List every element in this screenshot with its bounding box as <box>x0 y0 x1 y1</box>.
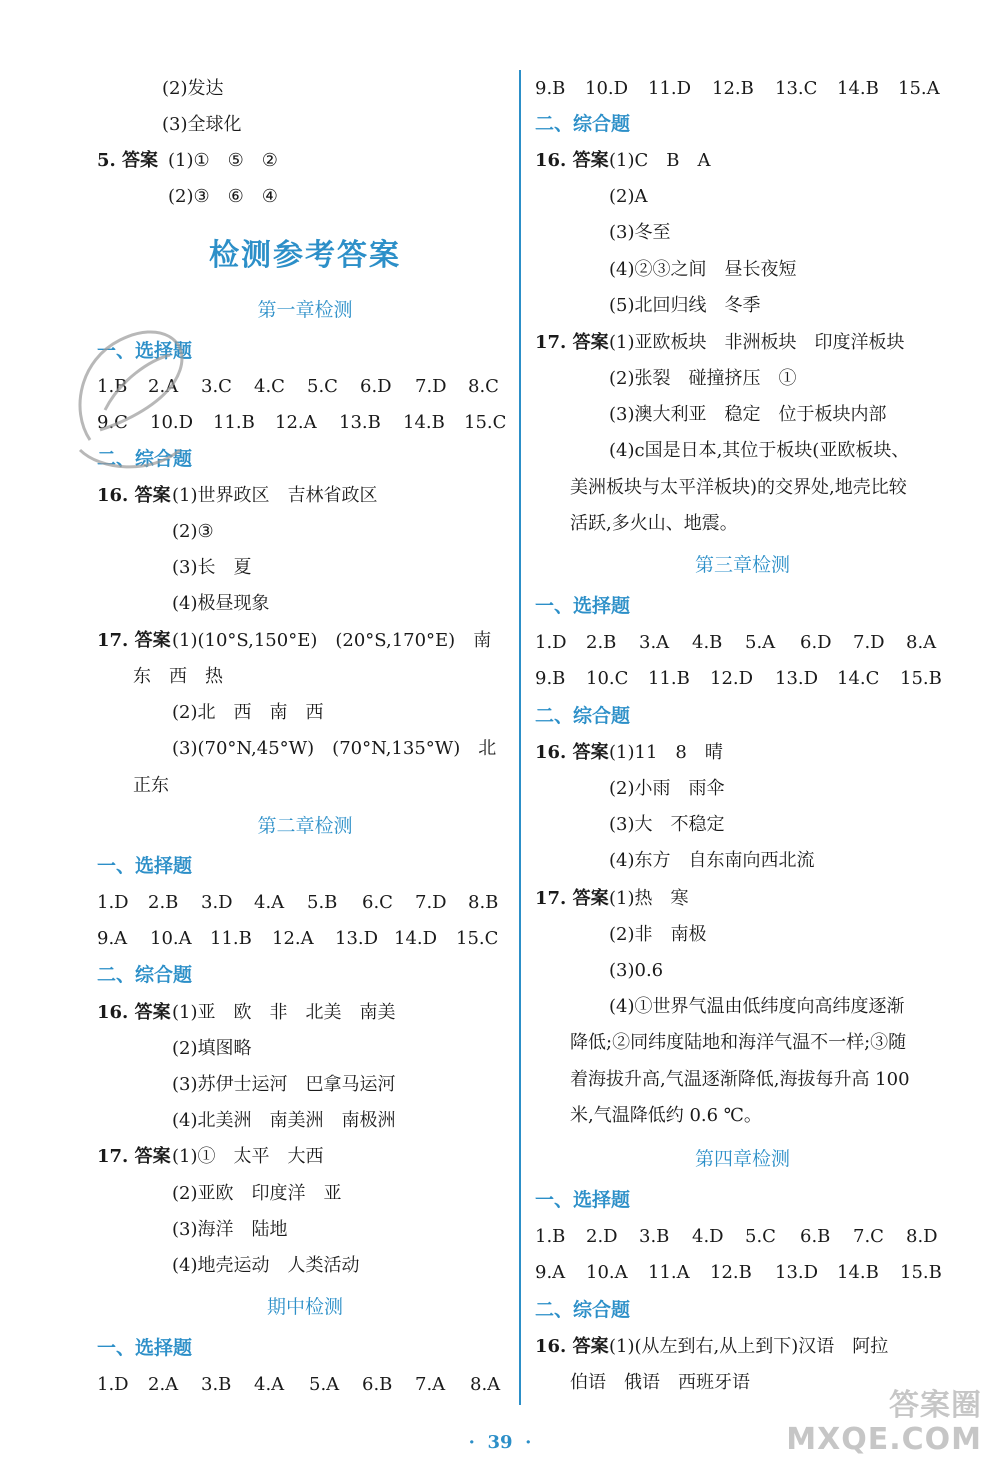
answer-item: 15.B <box>900 1262 942 1283</box>
answer-item: 10.D <box>585 78 629 99</box>
answer-line: (3)全球化 <box>162 114 242 135</box>
answer-line: 米,气温降低约 0.6 ℃。 <box>570 1105 762 1126</box>
page-title: 检测参考答案 <box>209 238 401 273</box>
answer-item: 10.D <box>150 412 194 433</box>
question-prefix: 16. 答案 <box>535 742 609 763</box>
answer-line: (4)①世界气温由低纬度向高纬度逐渐 <box>609 996 905 1017</box>
answer-item: 11.D <box>648 78 692 99</box>
answer-line: (1)世界政区 吉林省政区 <box>172 485 378 506</box>
answer-item: 1.B <box>535 1226 566 1247</box>
answer-line: (1)亚欧板块 非洲板块 印度洋板块 <box>609 332 905 353</box>
chapter-heading: 期中检测 <box>266 1296 343 1318</box>
answer-item: 11.B <box>210 928 252 949</box>
answer-item: 3.C <box>201 376 232 397</box>
answer-item: 8.A <box>906 632 937 653</box>
chapter-heading: 第三章检测 <box>694 554 790 576</box>
answer-line: (2)填图略 <box>172 1038 252 1059</box>
answer-line: (4)北美洲 南美洲 南极洲 <box>172 1110 396 1131</box>
answer-item: 1.D <box>97 892 129 913</box>
answer-line: (2)A <box>609 186 648 207</box>
answer-line: (1)(10°S,150°E) (20°S,170°E) 南 <box>172 630 492 651</box>
answer-item: 10.C <box>586 668 629 689</box>
answer-item: 6.D <box>360 376 392 397</box>
answer-item: 4.D <box>692 1226 724 1247</box>
answer-line: (2)发达 <box>162 78 224 99</box>
answer-item: 6.B <box>362 1374 393 1395</box>
answer-item: 12.A <box>272 928 314 949</box>
answer-line: (2)非 南极 <box>609 924 707 945</box>
answer-line: (3)0.6 <box>609 960 664 981</box>
answer-item: 9.A <box>97 928 128 949</box>
answer-line: (2)张裂 碰撞挤压 ① <box>609 368 797 389</box>
answer-item: 3.B <box>201 1374 232 1395</box>
answer-line: (5)北回归线 冬季 <box>609 295 761 316</box>
section-heading: 二、综合题 <box>97 448 193 470</box>
answer-item: 14.D <box>394 928 438 949</box>
question-prefix: 16. 答案 <box>97 1002 171 1023</box>
answer-item: 2.A <box>148 376 179 397</box>
answer-item: 15.C <box>464 412 507 433</box>
answer-line: (1)热 寒 <box>609 888 689 909</box>
answer-item: 8.A <box>470 1374 501 1395</box>
answer-line: (2)③ <box>172 521 214 542</box>
section-heading: 一、选择题 <box>535 1189 631 1211</box>
section-heading: 一、选择题 <box>97 855 193 877</box>
answer-item: 3.B <box>639 1226 670 1247</box>
answer-line: (4)极昼现象 <box>172 593 270 614</box>
answer-item: 13.D <box>775 668 819 689</box>
answer-item: 11.A <box>648 1262 690 1283</box>
answer-item: 8.B <box>468 892 499 913</box>
answer-line: (3)苏伊士运河 巴拿马运河 <box>172 1074 396 1095</box>
page-number: · 39 · <box>468 1432 532 1453</box>
answer-item: 12.D <box>710 668 754 689</box>
answer-line: (4)东方 自东南向西北流 <box>609 850 815 871</box>
question-prefix: 17. 答案 <box>97 1146 171 1167</box>
answer-line: (1)① 太平 大西 <box>172 1146 324 1167</box>
question-prefix: 17. 答案 <box>535 332 609 353</box>
question-prefix: 16. 答案 <box>535 1336 609 1357</box>
answer-line: (1)亚 欧 非 北美 南美 <box>172 1002 396 1023</box>
answer-line: (3)(70°N,45°W) (70°N,135°W) 北 <box>172 738 497 759</box>
answer-line: 正东 <box>133 775 169 796</box>
answer-line: (3)冬至 <box>609 222 671 243</box>
answer-item: 1.B <box>97 376 128 397</box>
chapter-heading: 第一章检测 <box>257 299 353 321</box>
question-prefix: 5. 答案 <box>97 150 159 171</box>
question-prefix: 17. 答案 <box>535 888 609 909</box>
section-heading: 一、选择题 <box>97 340 193 362</box>
section-heading: 一、选择题 <box>535 595 631 617</box>
answer-item: 6.C <box>362 892 393 913</box>
answer-item: 10.A <box>586 1262 628 1283</box>
chapter-heading: 第二章检测 <box>257 815 353 837</box>
answer-line: 美洲板块与太平洋板块)的交界处,地壳比较 <box>570 477 907 498</box>
answer-item: 9.C <box>97 412 128 433</box>
answer-item: 12.B <box>712 78 754 99</box>
section-heading: 二、综合题 <box>535 113 631 135</box>
answer-line: (1)C B A <box>609 150 711 171</box>
section-heading: 二、综合题 <box>535 705 631 727</box>
answer-item: 13.D <box>775 1262 819 1283</box>
answer-item: 5.C <box>307 376 338 397</box>
answer-line: 伯语 俄语 西班牙语 <box>570 1372 750 1393</box>
answer-item: 6.D <box>800 632 832 653</box>
answer-item: 3.D <box>201 892 233 913</box>
answer-item: 2.A <box>148 1374 179 1395</box>
section-heading: 一、选择题 <box>97 1337 193 1359</box>
answer-item: 4.A <box>254 1374 285 1395</box>
answer-line: (3)长 夏 <box>172 557 252 578</box>
answer-item: 8.D <box>906 1226 938 1247</box>
answer-line: (3)大 不稳定 <box>609 814 725 835</box>
answer-line: (2)小雨 雨伞 <box>609 778 725 799</box>
answer-item: 5.A <box>309 1374 340 1395</box>
answer-line: 活跃,多火山、地震。 <box>570 513 738 534</box>
answer-item: 9.A <box>535 1262 566 1283</box>
answer-line: (2)③ ⑥ ④ <box>168 186 278 207</box>
answer-line: 降低;②同纬度陆地和海洋气温不一样;③随 <box>570 1032 907 1053</box>
answer-item: 4.A <box>254 892 285 913</box>
answer-item: 11.B <box>648 668 690 689</box>
answer-item: 9.B <box>535 668 566 689</box>
answer-item: 3.A <box>639 632 670 653</box>
answer-line: (2)亚欧 印度洋 亚 <box>172 1183 342 1204</box>
answer-item: 13.D <box>335 928 379 949</box>
answer-line: (3)澳大利亚 稳定 位于板块内部 <box>609 404 887 425</box>
answer-item: 8.C <box>468 376 499 397</box>
answer-item: 5.A <box>745 632 776 653</box>
section-heading: 二、综合题 <box>97 964 193 986</box>
answer-item: 10.A <box>150 928 192 949</box>
answer-line: (2)北 西 南 西 <box>172 702 324 723</box>
answer-item: 14.B <box>837 78 879 99</box>
watermark-logo: 答案圈 MXQE.COM <box>786 1388 982 1457</box>
answer-item: 7.C <box>853 1226 884 1247</box>
answer-item: 2.B <box>586 632 617 653</box>
answer-line: 东 西 热 <box>133 666 223 687</box>
answer-item: 7.D <box>415 376 447 397</box>
answer-line: (3)海洋 陆地 <box>172 1219 288 1240</box>
answer-item: 13.C <box>775 78 818 99</box>
answer-item: 14.B <box>837 1262 879 1283</box>
answer-item: 6.B <box>800 1226 831 1247</box>
answer-item: 15.B <box>900 668 942 689</box>
answer-item: 14.B <box>403 412 445 433</box>
answer-item: 2.D <box>586 1226 618 1247</box>
answer-item: 7.D <box>415 892 447 913</box>
answer-line: (1)① ⑤ ② <box>168 150 278 171</box>
question-prefix: 16. 答案 <box>97 485 171 506</box>
answer-line: (1)11 8 晴 <box>609 742 723 763</box>
answer-item: 5.C <box>745 1226 776 1247</box>
answer-item: 1.D <box>535 632 567 653</box>
pen-scribble <box>60 300 210 500</box>
question-prefix: 17. 答案 <box>97 630 171 651</box>
answer-item: 1.D <box>97 1374 129 1395</box>
answer-line: (4)c国是日本,其位于板块(亚欧板块、 <box>609 440 910 461</box>
answer-item: 13.B <box>339 412 381 433</box>
answer-item: 2.B <box>148 892 179 913</box>
answer-item: 9.B <box>535 78 566 99</box>
answer-item: 15.A <box>898 78 940 99</box>
answer-item: 14.C <box>837 668 880 689</box>
answer-item: 12.A <box>275 412 317 433</box>
answer-item: 7.D <box>853 632 885 653</box>
answer-item: 4.B <box>692 632 723 653</box>
answer-line: (4)②③之间 昼长夜短 <box>609 259 797 280</box>
answer-line: 着海拔升高,气温逐渐降低,海拔每升高 100 <box>570 1069 910 1090</box>
chapter-heading: 第四章检测 <box>694 1148 790 1170</box>
question-prefix: 16. 答案 <box>535 150 609 171</box>
answer-line: (4)地壳运动 人类活动 <box>172 1255 360 1276</box>
section-heading: 二、综合题 <box>535 1299 631 1321</box>
answer-item: 15.C <box>456 928 499 949</box>
answer-item: 7.A <box>415 1374 446 1395</box>
answer-item: 12.B <box>710 1262 752 1283</box>
answer-item: 5.B <box>307 892 338 913</box>
answer-item: 11.B <box>213 412 255 433</box>
answer-line: (1)(从左到右,从上到下)汉语 阿拉 <box>609 1336 889 1357</box>
answer-item: 4.C <box>254 376 285 397</box>
